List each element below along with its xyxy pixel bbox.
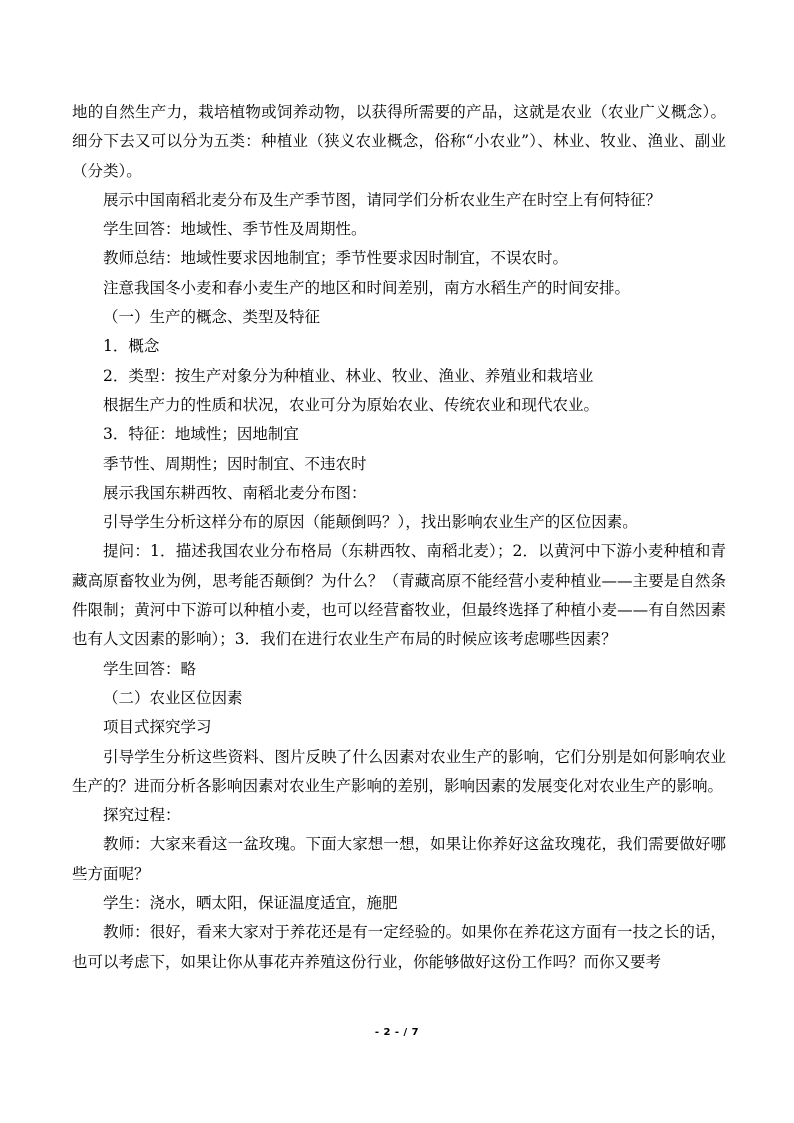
paragraph: 学生：浇水，晒太阳，保证温度适宜，施肥 [103,894,398,913]
list-item: 2．类型：按生产对象分为种植业、林业、牧业、渔业、养殖业和栽培业 [103,366,594,385]
paragraph: 展示我国东耕西牧、南稻北麦分布图： [103,483,367,502]
paragraph: 项目式探究学习 [103,718,212,737]
paragraph: 根据生产力的性质和状况，农业可分为原始农业、传统农业和现代农业。 [103,395,600,414]
section-heading: （一）生产的概念、类型及特征 [103,308,321,327]
list-item: 1．概念 [103,337,160,356]
paragraph: 教师：很好，看来大家对于养花还是有一定经验的。如果你在养花这方面有一技之长的话，也可以考虑下，如果让你从事花卉养殖这份行业，你能够做好这份工作吗？而你又要考 [72,923,726,971]
paragraph-continued: 地的自然生产力，栽培植物或饲养动物，以获得所需要的产品，这就是农业（农业广义概念）。细分下去又可以分为五类：种植业（狭义农业概念，俗称“小农业”）、林业、牧业、渔业、副业（分类）。 [72,103,726,180]
paragraph: 提问：1．描述我国农业分布格局（东耕西牧、南稻北麦）；2．以黄河中下游小麦种植和青藏高原畜牧业为例，思考能否颠倒？为什么？（青藏高原不能经营小麦种植业——主要是自然条件限制；黄河中下游可以种植小麦，也可以经营畜牧业，但最终选择了种植小麦——有自然因素也有人文因素的影响）；3．我们在进行农业生产布局的时候应该考虑哪些因素？ [72,542,726,649]
paragraph: 教师：大家来看这一盆玫瑰。下面大家想一想，如果让你养好这盆玫瑰花，我们需要做好哪些方面呢？ [72,835,726,883]
paragraph: 注意我国冬小麦和春小麦生产的地区和时间差别，南方水稻生产的时间安排。 [103,278,631,297]
paragraph: 学生回答：地域性、季节性及周期性。 [103,220,367,239]
list-item: 3．特征：地域性；因地制宜 [103,425,299,444]
paragraph: 引导学生分析这样分布的原因（能颠倒吗？），找出影响农业生产的区位因素。 [103,513,638,532]
paragraph: 探究过程： [103,806,181,825]
paragraph: 教师总结：地域性要求因地制宜；季节性要求因时制宜，不误农时。 [103,249,569,268]
page-number: - 2 - / 7 [374,1027,420,1038]
paragraph: 引导学生分析这些资料、图片反映了什么因素对农业生产的影响，它们分别是如何影响农业生产的？进而分析各影响因素对农业生产影响的差别，影响因素的发展变化对农业生产的影响。 [72,747,726,795]
document-body [72,98,726,977]
paragraph: 展示中国南稻北麦分布及生产季节图，请同学们分析农业生产在时空上有何特征？ [103,190,662,209]
paragraph: 学生回答：略 [103,659,197,678]
paragraph: 季节性、周期性；因时制宜、不违农时 [103,454,367,473]
section-heading: （二）农业区位因素 [103,688,243,707]
